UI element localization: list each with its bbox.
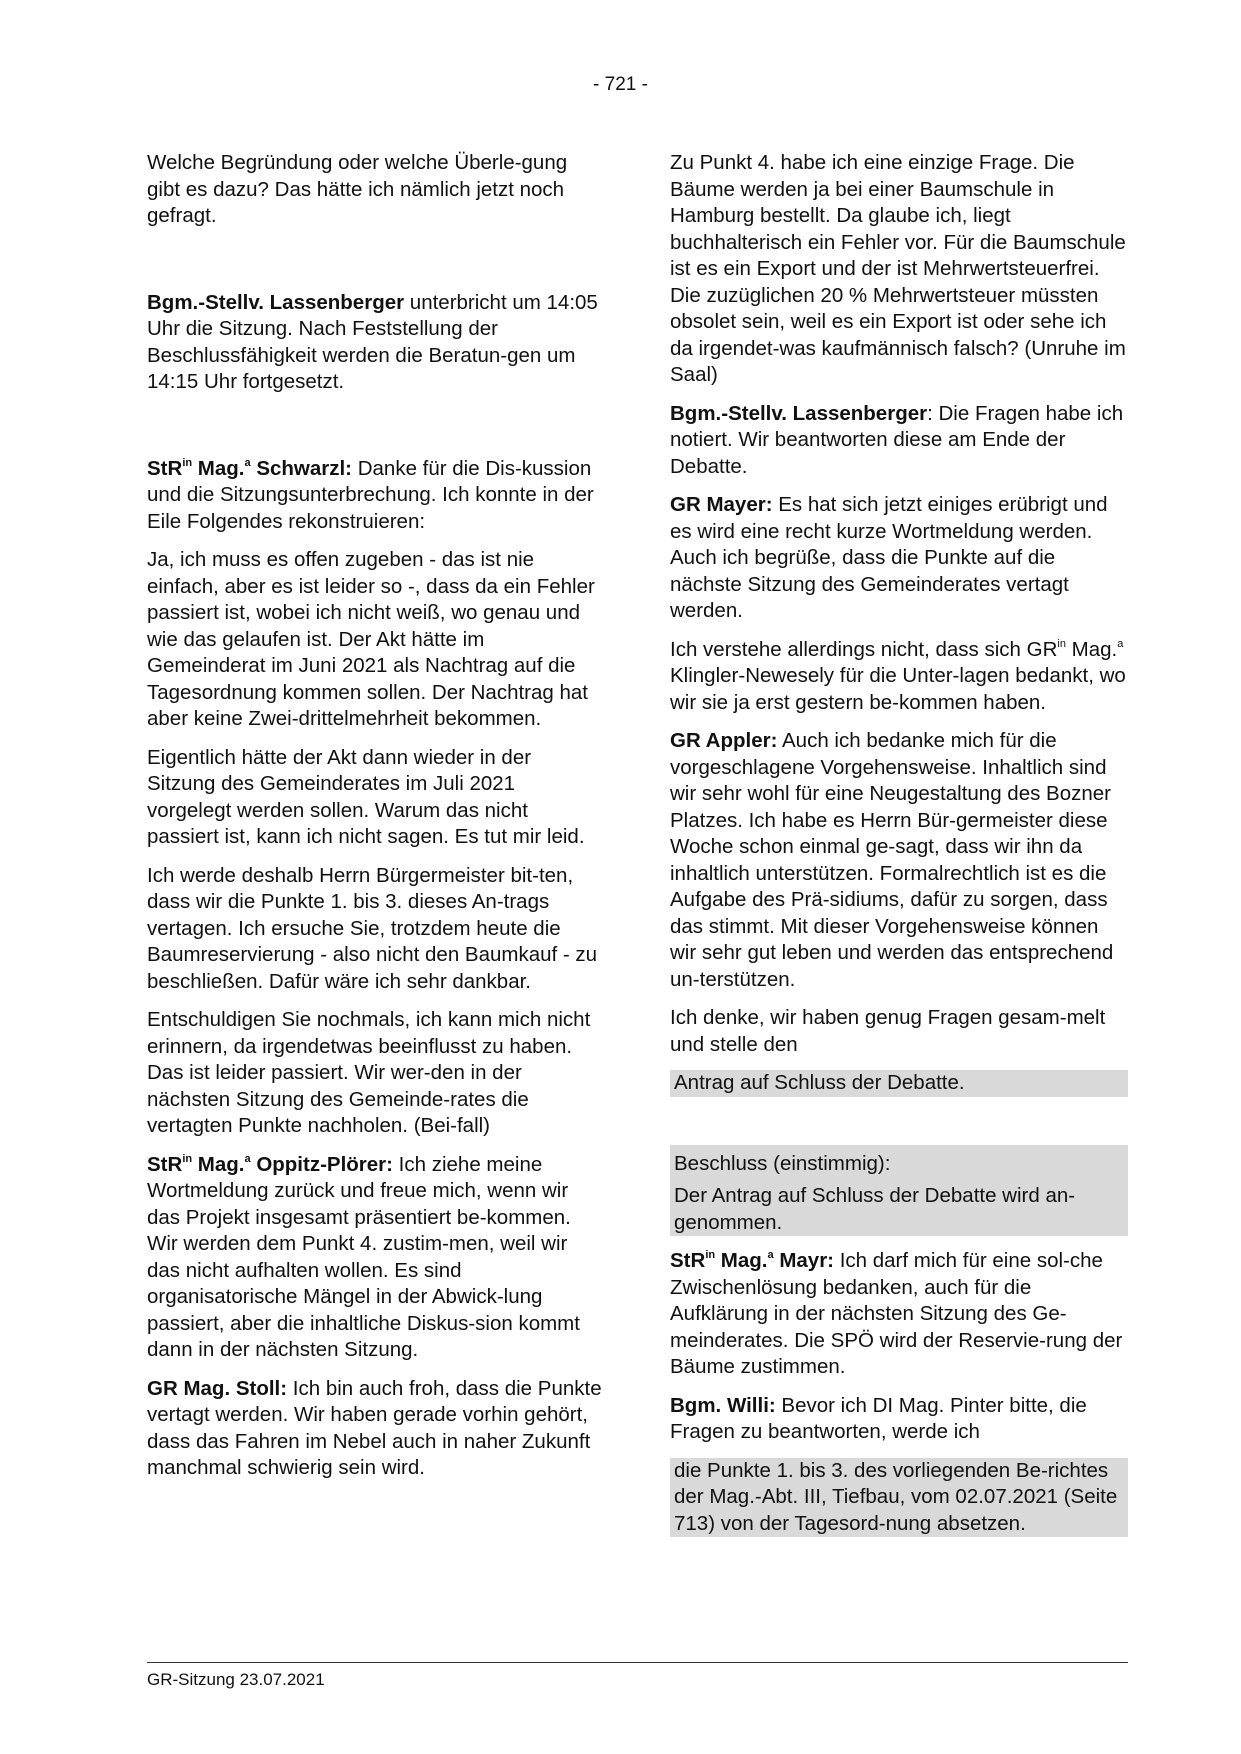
paragraph-text: Ich bin auch froh, dass die Punkte vertagt werden. Wir haben gerade vorhin gehört, dass das Fahren im Nebel auch in naher Zukunft manchmal schwierig sein wird.	[147, 1376, 602, 1479]
paragraph: Ich werde deshalb Herrn Bürgermeister bit-ten, dass wir die Punkte 1. bis 3. dieses An-trags vertagen. Ich ersuche Sie, trotzdem heute die Baumreservierung - also nicht den Baumkauf - zu beschließen. Dafür wäre ich sehr dankbar.	[147, 863, 598, 993]
speaker-name: GR Mag. Stoll:	[147, 1376, 288, 1400]
speaker-name: StR$^{in}$ Mag.$^a$ Schwarzl:	[147, 456, 353, 480]
resolution-text: Der Antrag auf Schluss der Debatte wird an-genommen.	[670, 1177, 1128, 1236]
decision-highlight: die Punkte 1. bis 3. des vorliegenden Be-richtes der Mag.-Abt. III, Tiefbau, vom 02.07.2021 (Seite 713) von der Tagesord-nung absetzen.	[670, 1458, 1128, 1538]
speaker-name: Bgm.-Stellv. Lassenberger	[147, 290, 405, 314]
paragraph: Welche Begründung oder welche Überle-gung gibt es dazu? Das hätte ich nämlich jetzt noch gefragt.	[147, 151, 568, 227]
paragraph: Ja, ich muss es offen zugeben - das ist nie einfach, aber es ist leider so -, dass da ein Fehler passiert ist, wobei ich nicht weiß, wo genau und wie das gelaufen ist. Der Akt hätte im Gemeinderat im Juni 2021 als Nachtrag auf die Tagesordnung kommen sollen. Der Nachtrag hat aber keine Zwei-drittelmehrheit bekommen.	[147, 548, 595, 730]
paragraph	[147, 290, 602, 396]
paragraph: Zu Punkt 4. habe ich eine einzige Frage. Die Bäume werden ja bei einer Baumschule in Hamburg bestellt. Da glaube ich, liegt buchhalterisch ein Fehler vor. Für die Baumschule ist es ein Export und der ist Mehrwertsteuerfrei. Die zuzüglichen 20 % Mehrwertsteuer müssten obsolet sein, weil es ein Export ist oder sehe ich da irgendet-was kaufmännisch falsch? (Unruhe im Saal)	[670, 151, 1126, 386]
paragraph: Ich verstehe allerdings nicht, dass sich $GR^{in}$ Mag.$^a$ Klingler-Newesely für die Unter-lagen bedankt, wo wir sie ja erst gestern be-kommen haben.	[670, 637, 1126, 714]
speaker-name: StR$^{in}$ Mag.$^a$ Mayr:	[670, 1249, 835, 1272]
paragraph: Eigentlich hätte der Akt dann wieder in der Sitzung des Gemeinderates im Juli 2021 vorgelegt werden sollen. Warum das nicht passiert ist, kann ich nicht sagen. Es tut mir leid.	[147, 745, 585, 848]
speaker-name: Bgm.-Stellv. Lassenberger	[670, 401, 928, 425]
right-column	[670, 150, 1128, 1549]
paragraph	[670, 1393, 1128, 1446]
paragraph	[147, 1152, 602, 1364]
footer-text: GR-Sitzung 23.07.2021	[147, 1670, 325, 1689]
speaker-name: GR Mayer:	[670, 493, 773, 516]
paragraph	[670, 728, 1128, 993]
paragraph-text: : Die Fragen habe ich notiert. Wir beantworten diese am Ende der Debatte.	[670, 401, 1124, 478]
speaker-name: Bgm. Willi:	[670, 1393, 776, 1417]
motion-highlight: Antrag auf Schluss der Debatte.	[670, 1070, 1128, 1097]
paragraph	[670, 1248, 1128, 1381]
paragraph	[147, 1376, 602, 1482]
paragraph-text: Es hat sich jetzt einiges erübrigt und es wird eine recht kurze Wortmeldung werden. Auch ich begrüße, dass die Punkte auf die nächste Sitzung des Gemeinderates vertagt werden.	[670, 493, 1108, 622]
paragraph: Ich denke, wir haben genug Fragen gesam-melt und stelle den	[670, 1006, 1106, 1056]
speaker-name: StR$^{in}$ Mag.$^a$ Oppitz-Plörer:	[147, 1152, 393, 1176]
footer-divider	[147, 1662, 1128, 1663]
resolution-heading: Beschluss (einstimmig):	[670, 1145, 1128, 1178]
paragraph-text: Auch ich bedanke mich für die vorgeschlagene Vorgehensweise. Inhaltlich sind wir sehr wohl für eine Neugestaltung des Bozner Platzes. Ich habe es Herrn Bür-germeister diese Woche schon einmal ge-sagt, dass wir ihn da inhaltlich unterstützen. Formalrechtlich ist es die Aufgabe des Prä-sidiums, dafür zu sorgen, dass das stimmt. Mit dieser Vorgehensweise können wir sehr gut leben und werden das entsprechend un-terstützen.	[670, 729, 1114, 991]
paragraph: Entschuldigen Sie nochmals, ich kann mich nicht erinnern, da irgendetwas beeinflusst zu haben. Das ist leider passiert. Wir wer-den in der nächsten Sitzung des Gemeinde-rates die vertagten Punkte nachholen. (Bei-fall)	[147, 1008, 591, 1137]
page-number: - 721 -	[593, 74, 648, 95]
paragraph	[670, 492, 1128, 625]
left-column	[147, 150, 602, 1494]
paragraph	[147, 456, 602, 536]
paragraph-text: Ich ziehe meine Wortmeldung zurück und freue mich, wenn wir das Projekt insgesamt präsentiert be-kommen. Wir werden dem Punkt 4. zustim-men, weil wir das nicht aufhalten wollen. Es sind organisatorische Mängel in der Abwick-lung passiert, aber die inhaltliche Diskus-sion kommt dann in der nächsten Sitzung.	[147, 1152, 580, 1361]
paragraph	[670, 401, 1128, 481]
paragraph-text: Danke für die Dis-kussion und die Sitzungsunterbrechung. Ich konnte in der Eile Folgendes rekonstruieren:	[147, 456, 594, 533]
paragraph-text: Ich darf mich für eine sol-che Zwischenlösung bedanken, auch für die Aufklärung in der nächsten Sitzung des Ge-meinderates. Die SPÖ wird der Reservie-rung der Bäume zustimmen.	[670, 1249, 1123, 1378]
paragraph-text: unterbricht um 14:05 Uhr die Sitzung. Nach Feststellung der Beschlussfähigkeit werden die Beratun-gen um 14:15 Uhr fortgesetzt.	[147, 290, 598, 393]
paragraph-text: Bevor ich DI Mag. Pinter bitte, die Fragen zu beantworten, werde ich	[670, 1393, 1087, 1443]
speaker-name: GR Appler:	[670, 729, 778, 752]
